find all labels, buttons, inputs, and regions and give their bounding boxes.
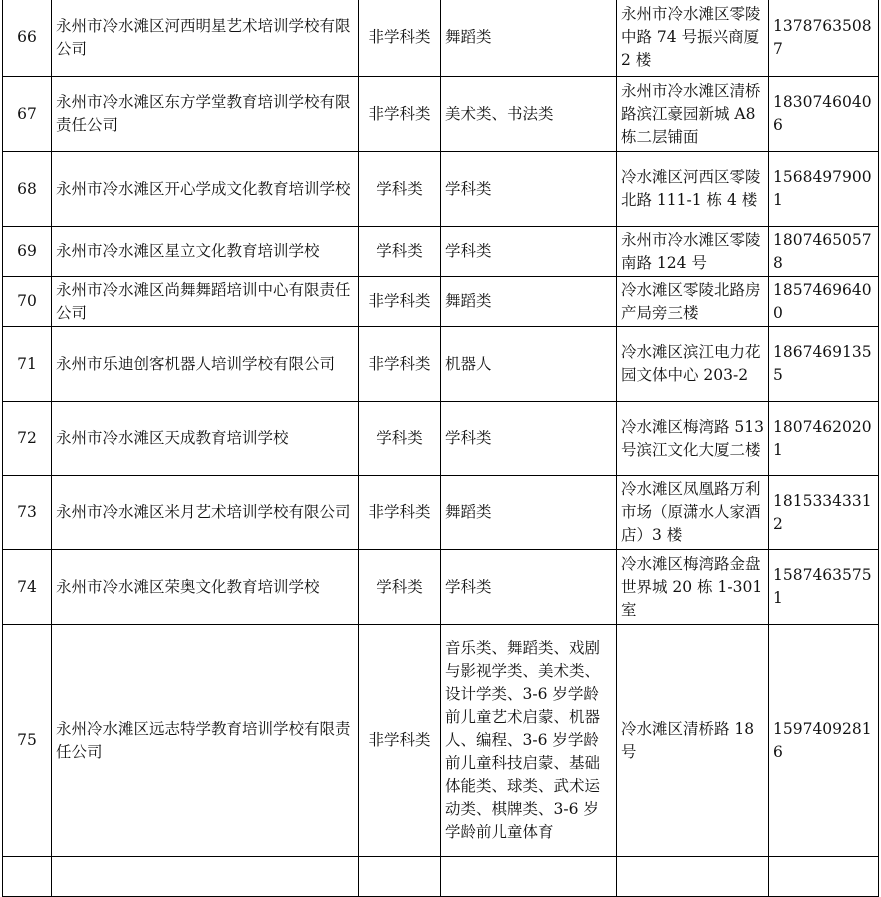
contact-phone: 18307460406	[769, 77, 879, 152]
institution-name: 永州市乐迪创客机器人培训学校有限公司	[52, 327, 359, 402]
contact-phone: 15974092816	[769, 625, 879, 857]
institution-name: 永州市冷水滩区开心学成文化教育培训学校	[52, 152, 359, 227]
institution-address: 冷水滩区滨江电力花园文体中心 203-2	[617, 327, 769, 402]
row-number: 66	[3, 0, 52, 77]
institution-address: 永州市冷水滩区清桥路滨江豪园新城 A8 栋二层铺面	[617, 77, 769, 152]
table-row	[3, 476, 879, 550]
table-row	[3, 327, 879, 402]
institution-category: 非学科类	[359, 0, 441, 77]
institution-address	[617, 857, 769, 897]
training-subjects: 机器人	[441, 327, 617, 402]
institution-name: 永州市冷水滩区米月艺术培训学校有限公司	[52, 476, 359, 550]
institution-name: 永州冷水滩区远志特学教育培训学校有限责任公司	[52, 625, 359, 857]
contact-phone: 15874635751	[769, 550, 879, 625]
institution-address: 冷水滩区河西区零陵北路 111-1 栋 4 楼	[617, 152, 769, 227]
row-number: 70	[3, 277, 52, 327]
institution-address: 冷水滩区梅湾路 513 号滨江文化大厦二楼	[617, 402, 769, 476]
contact-phone: 18153343312	[769, 476, 879, 550]
row-number: 69	[3, 227, 52, 277]
table-row	[3, 0, 879, 77]
table-row	[3, 277, 879, 327]
institution-category: 非学科类	[359, 625, 441, 857]
institution-name: 永州市冷水滩区天成教育培训学校	[52, 402, 359, 476]
institution-address: 冷水滩区清桥路 18 号	[617, 625, 769, 857]
table-row	[3, 77, 879, 152]
table-row	[3, 152, 879, 227]
institution-category: 非学科类	[359, 476, 441, 550]
institution-name: 永州市冷水滩区星立文化教育培训学校	[52, 227, 359, 277]
institution-address: 冷水滩区零陵北路房产局旁三楼	[617, 277, 769, 327]
training-subjects: 舞蹈类	[441, 476, 617, 550]
institution-category: 学科类	[359, 550, 441, 625]
institution-category: 非学科类	[359, 77, 441, 152]
institution-category: 学科类	[359, 227, 441, 277]
contact-phone: 18074620201	[769, 402, 879, 476]
training-subjects: 舞蹈类	[441, 277, 617, 327]
row-number: 72	[3, 402, 52, 476]
institution-category: 学科类	[359, 152, 441, 227]
row-number: 75	[3, 625, 52, 857]
training-subjects: 学科类	[441, 152, 617, 227]
row-number: 67	[3, 77, 52, 152]
institution-name: 永州市冷水滩区东方学堂教育培训学校有限责任公司	[52, 77, 359, 152]
training-subjects: 音乐类、舞蹈类、戏剧与影视学类、美术类、设计学类、3-6 岁学龄前儿童艺术启蒙、机器人、编程、3-6 岁学龄前儿童科技启蒙、基础体能类、球类、武术运动类、棋牌类、3-6 岁学龄前儿童体育	[441, 625, 617, 857]
training-subjects: 学科类	[441, 550, 617, 625]
institution-name	[52, 857, 359, 897]
contact-phone: 13787635087	[769, 0, 879, 77]
institution-name: 永州市冷水滩区河西明星艺术培训学校有限公司	[52, 0, 359, 77]
institution-address: 永州市冷水滩区零陵中路 74 号振兴商厦 2 楼	[617, 0, 769, 77]
institution-category: 学科类	[359, 402, 441, 476]
institution-category: 非学科类	[359, 327, 441, 402]
table-row	[3, 625, 879, 857]
institution-name: 永州市冷水滩区尚舞舞蹈培训中心有限责任公司	[52, 277, 359, 327]
training-subjects: 舞蹈类	[441, 0, 617, 77]
table-row	[3, 227, 879, 277]
institution-address: 冷水滩区梅湾路金盘世界城 20 栋 1-301 室	[617, 550, 769, 625]
institution-name: 永州市冷水滩区荣奥文化教育培训学校	[52, 550, 359, 625]
table-row	[3, 402, 879, 476]
training-subjects: 学科类	[441, 227, 617, 277]
training-subjects	[441, 857, 617, 897]
contact-phone: 18074650578	[769, 227, 879, 277]
contact-phone: 18674691355	[769, 327, 879, 402]
row-number: 74	[3, 550, 52, 625]
institution-category: 非学科类	[359, 277, 441, 327]
contact-phone: 15684979001	[769, 152, 879, 227]
institution-category	[359, 857, 441, 897]
row-number	[3, 857, 52, 897]
contact-phone: 18574696400	[769, 277, 879, 327]
institution-address: 永州市冷水滩区零陵南路 124 号	[617, 227, 769, 277]
table-row	[3, 857, 879, 897]
institution-address: 冷水滩区凤凰路万利市场（原潇水人家酒店）3 楼	[617, 476, 769, 550]
row-number: 73	[3, 476, 52, 550]
contact-phone	[769, 857, 879, 897]
table-row	[3, 550, 879, 625]
training-subjects: 学科类	[441, 402, 617, 476]
row-number: 71	[3, 327, 52, 402]
institution-table	[2, 0, 879, 897]
training-subjects: 美术类、书法类	[441, 77, 617, 152]
row-number: 68	[3, 152, 52, 227]
